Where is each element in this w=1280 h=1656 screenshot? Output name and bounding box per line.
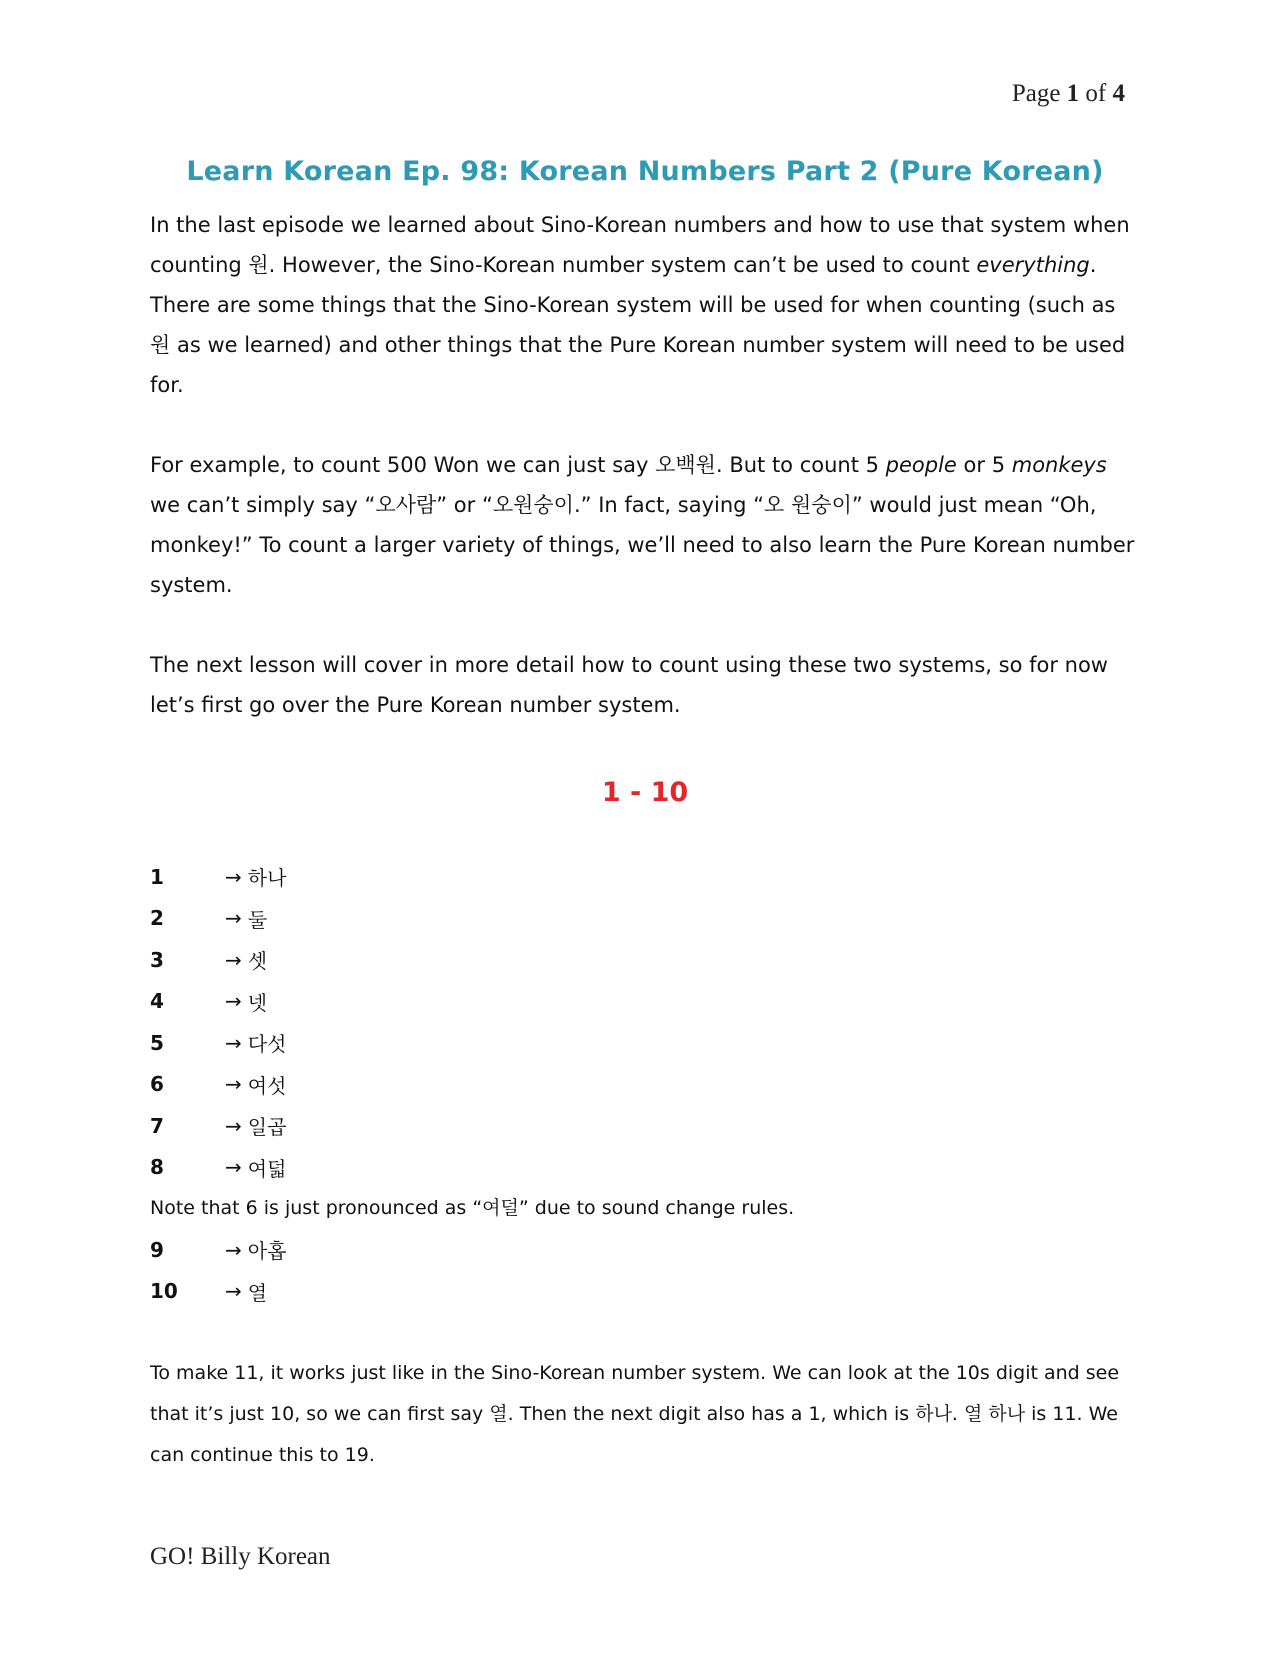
intro-text-a: In the last episode we learned about Sino-Korean numbers and how to use that system when counting 원. However, the Sino-Korean number system can’t be used to count <box>150 213 1130 277</box>
page-of: of <box>1085 80 1107 107</box>
number-korean: 둘 <box>247 907 268 932</box>
intro-text-b: . There are some things that the Sino-Korean system will be used for when counting (such as 원 as we learned) and other things that the Pure Korean number system will need to be used for. <box>150 253 1126 397</box>
number-row <box>150 981 1140 1023</box>
number-korean: 다섯 <box>247 1032 287 1057</box>
section-heading: 1 - 10 <box>601 777 689 808</box>
example-text-c: we can’t simply say “오사람” or “오원숭이.” In fact, saying “오 원숭이” would just mean “Oh, monkey!” To count a larger variety of things, we’ll need to also learn the Pure Korean number system. <box>150 493 1135 597</box>
number-korean: 열 <box>247 1280 268 1305</box>
footer-brand: GO! Billy Korean <box>150 1543 331 1570</box>
number-row <box>150 939 1140 981</box>
number-korean: 셋 <box>247 949 268 974</box>
number-korean: 일곱 <box>247 1115 287 1140</box>
number-row <box>150 1271 1140 1313</box>
pronunciation-note: Note that 6 is just pronounced as “여덜” due to sound change rules. <box>150 1197 795 1219</box>
example-paragraph <box>150 445 1140 605</box>
page-current: 1 <box>1066 80 1080 107</box>
number-list <box>150 856 1140 1312</box>
number-digit: 10 <box>150 1279 178 1304</box>
document-title: Learn Korean Ep. 98: Korean Numbers Part 2 (Pure Korean) <box>186 156 1104 187</box>
number-digit: 6 <box>150 1072 164 1097</box>
number-row <box>150 856 1140 898</box>
number-row <box>150 1147 1140 1189</box>
next-lesson-paragraph: The next lesson will cover in more detail how to count using these two systems, so for now let’s first go over the Pure Korean number system. <box>150 653 1108 717</box>
number-digit: 3 <box>150 947 164 972</box>
number-digit: 5 <box>150 1030 164 1055</box>
page-word: Page <box>1011 80 1061 107</box>
arrow-icon: → <box>225 1030 242 1055</box>
number-korean: 하나 <box>247 866 287 891</box>
arrow-icon: → <box>225 864 242 889</box>
arrow-icon: → <box>225 1155 242 1180</box>
number-row <box>150 1105 1140 1147</box>
number-digit: 8 <box>150 1155 164 1180</box>
intro-italic-everything: everything <box>976 253 1090 277</box>
number-korean: 아홉 <box>247 1239 287 1264</box>
number-digit: 9 <box>150 1237 164 1262</box>
number-digit: 4 <box>150 989 164 1014</box>
number-korean: 여덟 <box>247 1156 287 1181</box>
number-digit: 1 <box>150 864 164 889</box>
intro-paragraph <box>150 205 1140 405</box>
number-digit: 7 <box>150 1113 164 1138</box>
example-text-b: or 5 <box>956 453 1012 477</box>
arrow-icon: → <box>225 1237 242 1262</box>
page-number <box>1012 80 1125 108</box>
closing-paragraph: To make 11, it works just like in the Sino-Korean number system. We can look at the 10s digit and see that it’s just 10, so we can first say 열. Then the next digit also has a 1, which is 하나. 열 하나 is 11. We can continue this to 19. <box>150 1362 1120 1466</box>
number-row <box>150 1022 1140 1064</box>
number-korean: 여섯 <box>247 1073 287 1098</box>
number-row <box>150 898 1140 940</box>
page-total: 4 <box>1112 80 1125 107</box>
example-italic-people: people <box>885 453 957 477</box>
example-text-a: For example, to count 500 Won we can just say 오백원. But to count 5 <box>150 453 886 477</box>
arrow-icon: → <box>225 1279 242 1304</box>
arrow-icon: → <box>225 1072 242 1097</box>
arrow-icon: → <box>225 906 242 931</box>
arrow-icon: → <box>225 947 242 972</box>
number-row <box>150 1229 1140 1271</box>
document-body <box>150 156 1140 1476</box>
arrow-icon: → <box>225 1113 242 1138</box>
arrow-icon: → <box>225 989 242 1014</box>
number-digit: 2 <box>150 906 164 931</box>
example-italic-monkeys: monkeys <box>1011 453 1107 477</box>
number-korean: 넷 <box>247 990 268 1015</box>
number-row <box>150 1064 1140 1106</box>
